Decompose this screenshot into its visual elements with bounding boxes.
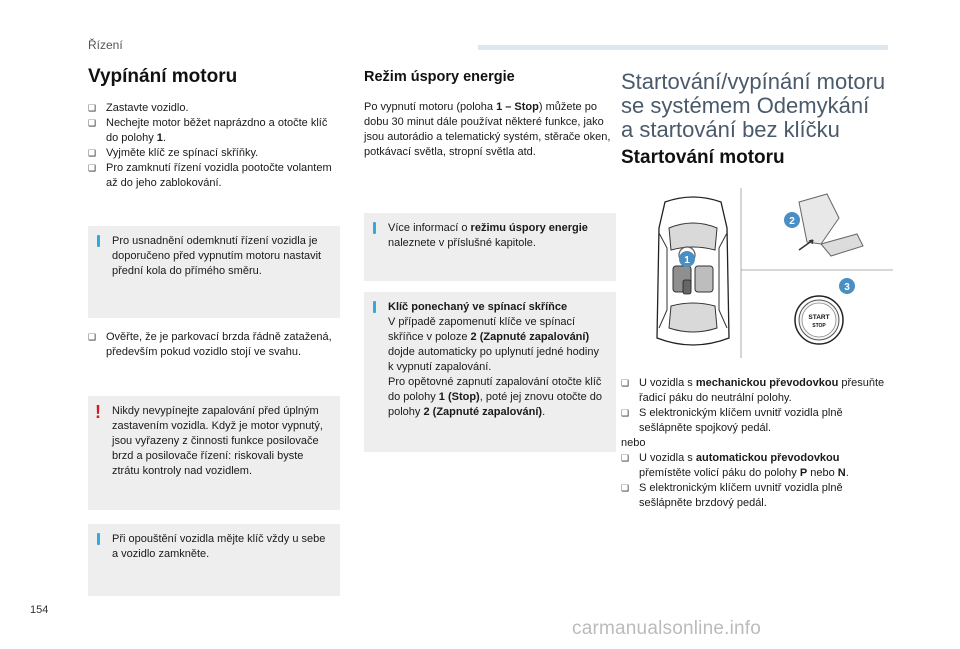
checkbox-icon: ❑ (621, 378, 630, 388)
list-item: ❑ U vozidla s automatickou převodovkou přemístěte volicí páku do polohy P nebo N. (621, 452, 849, 479)
start-stop-illustration (621, 188, 893, 358)
header-bar (478, 45, 888, 50)
car-topview-icon (657, 197, 729, 345)
info-icon (373, 301, 376, 313)
list-item: ❑ Nechejte motor běžet naprázdno a otočte klíč do polohy 1. (88, 117, 328, 144)
key-box-title: Klíč ponechaný ve spínací skříňce (388, 301, 568, 313)
checkbox-icon: ❑ (621, 483, 630, 493)
list-item: ❑ Ověřte, že je parkovací brzda řádně zatažená, především pokud vozidlo stojí ve svahu. (88, 331, 332, 358)
pedal-icon (799, 194, 863, 256)
checkbox-icon: ❑ (88, 163, 97, 173)
info-box: Více informací o režimu úspory energie naleznete v příslušné kapitole. (364, 213, 616, 281)
title-vypinani-motoru: Vypínání motoru (88, 66, 238, 87)
info-box-key: Klíč ponechaný ve spínací skříňce V případě zapomenutí klíče ve spínací skříňce v poloze 2 (Zapnuté zapalování) dojde automaticky po uplynutí jedné hodiny k vypnutí zapalování. Pro opětovné zapnutí zapalování otočte klíč do polohy 1 (Stop), poté jej znovu otočte do polohy 2 (Zapnuté zapalování). (364, 292, 616, 452)
paragraph-energy: Po vypnutí motoru (poloha 1 – Stop) můžete po dobu 30 minut dále používat některé funkce, jako jsou autorádio a telematický systém, stěrače oken, potkávací světla, stropní světla atd. (364, 101, 611, 158)
callout-2 (784, 212, 800, 228)
info-box: Pro usnadnění odemknutí řízení vozidla je doporučeno před vypnutím motoru nastavit přední kola do přímého směru. (88, 226, 340, 318)
start-stop-button-icon (795, 296, 843, 344)
info-icon (97, 533, 100, 545)
watermark: carmanualsonline.info (572, 618, 762, 639)
list-item: ❑ Vyjměte klíč ze spínací skříňky. (88, 147, 259, 159)
callout-1 (679, 251, 695, 267)
bullet-list-2 (88, 330, 340, 360)
button-start-label: START (808, 314, 830, 321)
list-item: ❑ S elektronickým klíčem uvnitř vozidla plně sešlápněte brzdový pedál. (621, 482, 843, 509)
checkbox-icon: ❑ (621, 408, 630, 418)
checkbox-icon: ❑ (88, 148, 97, 158)
info-box: Při opouštění vozidla mějte klíč vždy u sebe a vozidlo zamkněte. (88, 524, 340, 596)
info-icon (97, 235, 100, 247)
checkbox-icon: ❑ (621, 453, 630, 463)
info-icon (373, 222, 376, 234)
button-stop-label: STOP (812, 323, 826, 329)
title-startovani-motoru: Startování motoru (621, 147, 785, 168)
list-item: ❑ Zastavte vozidlo. (88, 102, 189, 114)
warning-icon: ! (95, 402, 101, 422)
svg-text:1: 1 (684, 255, 690, 266)
svg-text:2: 2 (789, 216, 795, 227)
or-label: nebo (621, 437, 646, 449)
section-title: Startování/vypínání motoru se systémem Odemykání a startování bez klíčku (621, 69, 886, 142)
bullet-list-3 (621, 376, 893, 511)
list-item: ❑ S elektronickým klíčem uvnitř vozidla plně sešlápněte spojkový pedál. (621, 407, 843, 434)
list-item: ❑ U vozidla s mechanickou převodovkou přesuňte řadicí páku do neutrální polohy. (621, 377, 885, 404)
warning-box: ! Nikdy nevypínejte zapalování před úplným zastavením vozidla. Když je motor vypnutý, jsou vyřazeny z činnosti funkce posilovače brzd a posilovače řízení: riskovali byste ztrátu kontroly nad vozidlem. (88, 396, 340, 510)
checkbox-icon: ❑ (88, 332, 97, 342)
title-rezim-uspory: Režim úspory energie (364, 69, 515, 85)
bullet-list-1 (88, 101, 340, 191)
callout-3 (839, 278, 855, 294)
page-number: 154 (30, 604, 49, 616)
section-label: Řízení (88, 38, 123, 52)
checkbox-icon: ❑ (88, 118, 97, 128)
checkbox-icon: ❑ (88, 103, 97, 113)
svg-text:3: 3 (844, 282, 850, 293)
list-item: ❑ Pro zamknutí řízení vozidla pootočte volantem až do jeho zablokování. (88, 162, 332, 189)
